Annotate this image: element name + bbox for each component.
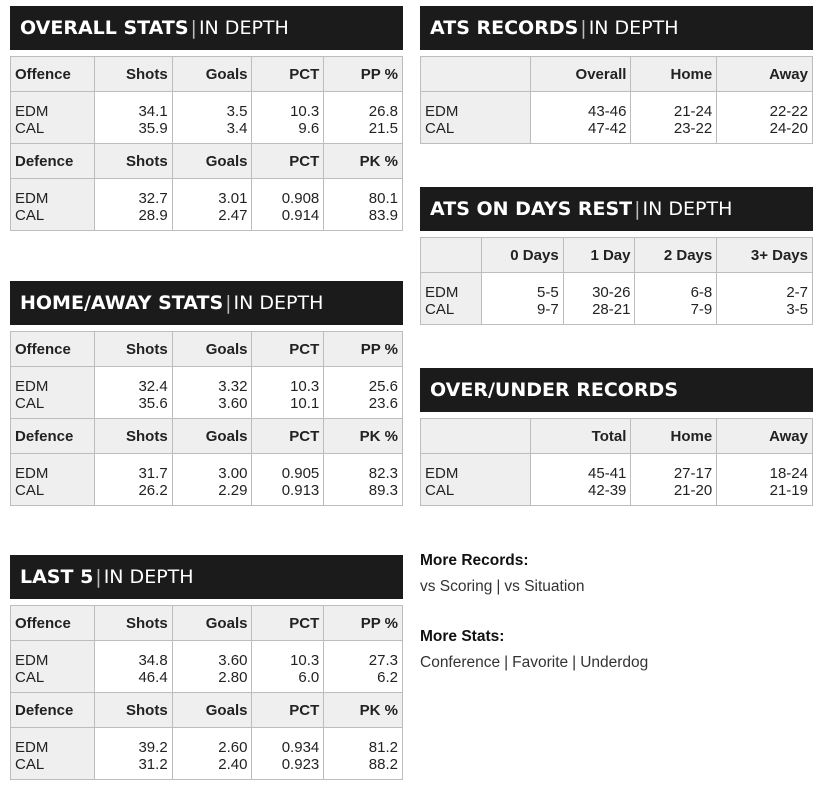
value-cell: 6-8 — [635, 273, 717, 301]
column-header: Defence — [11, 419, 95, 454]
value-cell: 31.2 — [94, 756, 172, 780]
column-header: Shots — [94, 606, 172, 641]
team-cell: CAL — [421, 482, 531, 506]
more-records-links — [420, 578, 585, 596]
column-header: 1 Day — [563, 238, 635, 273]
column-header: 0 Days — [481, 238, 563, 273]
panel-title: ATS ON DAYS REST — [430, 198, 633, 220]
value-cell: 27.3 — [324, 641, 403, 669]
value-cell: 0.934 — [252, 728, 324, 756]
value-cell: 10.3 — [252, 367, 324, 395]
table-header-row — [11, 693, 403, 728]
column-header: PCT — [252, 332, 324, 367]
panel-title: LAST 5 — [20, 566, 94, 588]
table-header-row — [11, 144, 403, 179]
column-header: Defence — [11, 144, 95, 179]
column-header: PCT — [252, 693, 324, 728]
table-header-row — [11, 57, 403, 92]
value-cell: 3.60 — [172, 395, 252, 419]
value-cell: 2.60 — [172, 728, 252, 756]
table-header-row — [421, 57, 813, 92]
value-cell: 27-17 — [631, 454, 717, 482]
column-header: Goals — [172, 606, 252, 641]
link-separator: | — [504, 654, 509, 671]
team-cell: CAL — [421, 301, 482, 325]
value-cell: 80.1 — [324, 179, 403, 207]
team-cell: CAL — [11, 395, 95, 419]
team-cell: CAL — [11, 482, 95, 506]
column-header: Goals — [172, 419, 252, 454]
table-row — [11, 756, 403, 780]
overall-stats-panel — [10, 6, 403, 231]
team-cell: EDM — [421, 92, 531, 120]
value-cell: 5-5 — [481, 273, 563, 301]
over-under-panel — [420, 368, 813, 506]
table-row — [11, 395, 403, 419]
column-header: Shots — [94, 693, 172, 728]
table-row — [11, 641, 403, 669]
column-header: Home — [631, 419, 717, 454]
column-header: 3+ Days — [717, 238, 813, 273]
value-cell: 32.4 — [94, 367, 172, 395]
home-away-stats-header: HOME/AWAY STATS | IN DEPTH — [10, 281, 403, 325]
value-cell: 28.9 — [94, 207, 172, 231]
table-header-row — [11, 606, 403, 641]
column-header — [421, 238, 482, 273]
value-cell: 32.7 — [94, 179, 172, 207]
value-cell: 34.8 — [94, 641, 172, 669]
table-row — [11, 367, 403, 395]
column-header — [421, 57, 531, 92]
ats-records-panel — [420, 6, 813, 144]
table-row — [421, 454, 813, 482]
team-cell: EDM — [11, 728, 95, 756]
table-row — [11, 120, 403, 144]
value-cell: 3.00 — [172, 454, 252, 482]
value-cell: 6.2 — [324, 669, 403, 693]
ats-days-rest-table — [420, 237, 813, 325]
panel-subtitle: IN DEPTH — [198, 17, 289, 39]
value-cell: 88.2 — [324, 756, 403, 780]
more-records-label: More Records: — [420, 552, 529, 569]
column-header: Shots — [94, 332, 172, 367]
table-row — [421, 273, 813, 301]
value-cell: 21-24 — [631, 92, 717, 120]
column-header: PCT — [252, 57, 324, 92]
column-header: Away — [717, 57, 813, 92]
value-cell: 35.6 — [94, 395, 172, 419]
column-header: Offence — [11, 57, 95, 92]
column-header: PCT — [252, 606, 324, 641]
value-cell: 83.9 — [324, 207, 403, 231]
link-separator: | — [496, 578, 501, 595]
ats-days-rest-header: ATS ON DAYS REST | IN DEPTH — [420, 187, 813, 231]
value-cell: 3.60 — [172, 641, 252, 669]
stat-link[interactable]: Favorite — [512, 654, 569, 671]
value-cell: 2.47 — [172, 207, 252, 231]
table-header-row — [421, 238, 813, 273]
panel-subtitle: IN DEPTH — [233, 292, 324, 314]
value-cell: 0.923 — [252, 756, 324, 780]
column-header: Away — [717, 419, 813, 454]
column-header: Shots — [94, 144, 172, 179]
column-header: Offence — [11, 606, 95, 641]
value-cell: 26.2 — [94, 482, 172, 506]
table-header-row — [421, 419, 813, 454]
column-header: PK % — [324, 693, 403, 728]
column-header: Overall — [530, 57, 631, 92]
column-header: PP % — [324, 57, 403, 92]
overall-stats-header: OVERALL STATS | IN DEPTH — [10, 6, 403, 50]
column-header: PCT — [252, 419, 324, 454]
table-row — [11, 728, 403, 756]
column-header: Goals — [172, 332, 252, 367]
value-cell: 7-9 — [635, 301, 717, 325]
value-cell: 35.9 — [94, 120, 172, 144]
value-cell: 21-20 — [631, 482, 717, 506]
table-header-row — [11, 332, 403, 367]
panel-subtitle: IN DEPTH — [588, 17, 679, 39]
column-header: Total — [530, 419, 631, 454]
value-cell: 2-7 — [717, 273, 813, 301]
table-row — [11, 92, 403, 120]
table-row — [11, 179, 403, 207]
column-header: Goals — [172, 693, 252, 728]
column-header: Shots — [94, 419, 172, 454]
value-cell: 89.3 — [324, 482, 403, 506]
value-cell: 0.914 — [252, 207, 324, 231]
value-cell: 81.2 — [324, 728, 403, 756]
value-cell: 10.3 — [252, 641, 324, 669]
table-row — [421, 92, 813, 120]
table-row — [11, 669, 403, 693]
stat-link[interactable]: Underdog — [580, 654, 649, 671]
column-header — [421, 419, 531, 454]
column-header: PP % — [324, 332, 403, 367]
team-cell: CAL — [11, 207, 95, 231]
value-cell: 31.7 — [94, 454, 172, 482]
column-header: PK % — [324, 419, 403, 454]
column-header: PK % — [324, 144, 403, 179]
team-cell: EDM — [11, 641, 95, 669]
column-header: Goals — [172, 57, 252, 92]
over-under-header — [420, 368, 813, 412]
ats-days-rest-panel — [420, 187, 813, 325]
last5-stats-table — [10, 605, 403, 780]
value-cell: 3-5 — [717, 301, 813, 325]
value-cell: 42-39 — [530, 482, 631, 506]
value-cell: 3.32 — [172, 367, 252, 395]
more-stats-section — [420, 628, 648, 672]
value-cell: 2.40 — [172, 756, 252, 780]
value-cell: 3.4 — [172, 120, 252, 144]
value-cell: 18-24 — [717, 454, 813, 482]
column-header: Shots — [94, 57, 172, 92]
value-cell: 21-19 — [717, 482, 813, 506]
stat-link[interactable]: Conference — [420, 654, 501, 671]
panel-subtitle: IN DEPTH — [103, 566, 194, 588]
team-cell: CAL — [421, 120, 531, 144]
column-header: PP % — [324, 606, 403, 641]
table-header-row — [11, 419, 403, 454]
value-cell: 3.01 — [172, 179, 252, 207]
value-cell: 9.6 — [252, 120, 324, 144]
value-cell: 25.6 — [324, 367, 403, 395]
column-header: Offence — [11, 332, 95, 367]
value-cell: 3.5 — [172, 92, 252, 120]
value-cell: 2.80 — [172, 669, 252, 693]
value-cell: 9-7 — [481, 301, 563, 325]
overall-stats-table — [10, 56, 403, 231]
value-cell: 6.0 — [252, 669, 324, 693]
panel-title: OVER/UNDER RECORDS — [430, 379, 679, 401]
value-cell: 82.3 — [324, 454, 403, 482]
value-cell: 22-22 — [717, 92, 813, 120]
more-records-section — [420, 552, 585, 596]
value-cell: 30-26 — [563, 273, 635, 301]
value-cell: 10.1 — [252, 395, 324, 419]
link-separator: | — [572, 654, 577, 671]
home-away-stats-table — [10, 331, 403, 506]
value-cell: 28-21 — [563, 301, 635, 325]
value-cell: 0.908 — [252, 179, 324, 207]
more-stats-links — [420, 654, 648, 672]
table-row — [421, 120, 813, 144]
table-row — [421, 301, 813, 325]
table-row — [11, 207, 403, 231]
table-row — [11, 482, 403, 506]
team-cell: EDM — [11, 92, 95, 120]
value-cell: 34.1 — [94, 92, 172, 120]
team-cell: CAL — [11, 756, 95, 780]
panel-title: HOME/AWAY STATS — [20, 292, 224, 314]
column-header: PCT — [252, 144, 324, 179]
team-cell: CAL — [11, 669, 95, 693]
value-cell: 2.29 — [172, 482, 252, 506]
panel-title: ATS RECORDS — [430, 17, 579, 39]
value-cell: 45-41 — [530, 454, 631, 482]
team-cell: EDM — [11, 179, 95, 207]
value-cell: 21.5 — [324, 120, 403, 144]
last5-stats-panel — [10, 555, 403, 780]
column-header: 2 Days — [635, 238, 717, 273]
table-row — [421, 482, 813, 506]
ats-records-header: ATS RECORDS | IN DEPTH — [420, 6, 813, 50]
team-cell: EDM — [11, 367, 95, 395]
team-cell: CAL — [11, 120, 95, 144]
panel-title: OVERALL STATS — [20, 17, 189, 39]
team-cell: EDM — [421, 273, 482, 301]
value-cell: 0.913 — [252, 482, 324, 506]
value-cell: 26.8 — [324, 92, 403, 120]
value-cell: 24-20 — [717, 120, 813, 144]
value-cell: 0.905 — [252, 454, 324, 482]
table-row — [11, 454, 403, 482]
stat-link[interactable]: vs Situation — [504, 578, 585, 595]
team-cell: EDM — [11, 454, 95, 482]
value-cell: 39.2 — [94, 728, 172, 756]
panel-subtitle: IN DEPTH — [642, 198, 733, 220]
stat-link[interactable]: vs Scoring — [420, 578, 493, 595]
column-header: Defence — [11, 693, 95, 728]
more-stats-label: More Stats: — [420, 628, 505, 645]
home-away-stats-panel — [10, 281, 403, 506]
value-cell: 23.6 — [324, 395, 403, 419]
team-cell: EDM — [421, 454, 531, 482]
column-header: Goals — [172, 144, 252, 179]
over-under-table — [420, 418, 813, 506]
value-cell: 10.3 — [252, 92, 324, 120]
ats-records-table — [420, 56, 813, 144]
value-cell: 47-42 — [530, 120, 631, 144]
column-header: Home — [631, 57, 717, 92]
value-cell: 23-22 — [631, 120, 717, 144]
last5-stats-header: LAST 5 | IN DEPTH — [10, 555, 403, 599]
value-cell: 43-46 — [530, 92, 631, 120]
value-cell: 46.4 — [94, 669, 172, 693]
